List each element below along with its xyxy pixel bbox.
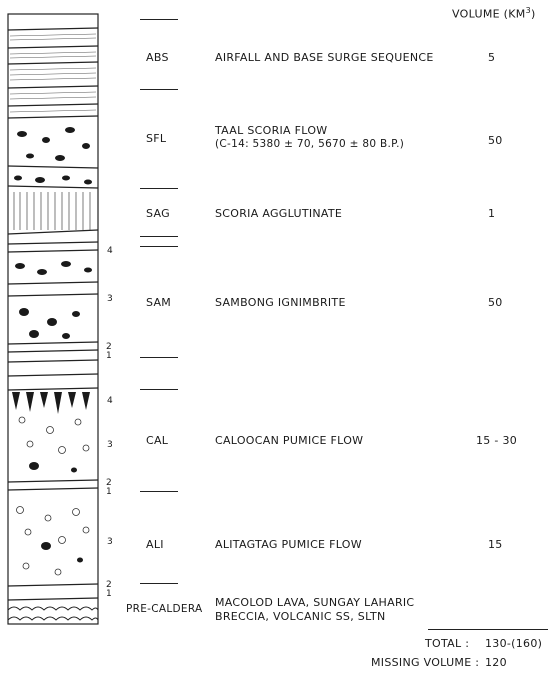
facies-label: 2 bbox=[106, 478, 113, 488]
unit-boundary bbox=[140, 188, 178, 189]
totals-rule bbox=[428, 629, 548, 630]
facies-label: 2 bbox=[106, 342, 113, 352]
unit-name: SCORIA AGGLUTINATE bbox=[215, 207, 343, 220]
unit-code: ABS bbox=[146, 51, 169, 64]
unit-name: CALOOCAN PUMICE FLOW bbox=[215, 434, 364, 447]
unit-name-detail: (C-14: 5380 ± 70, 5670 ± 80 B.P.) bbox=[215, 138, 405, 150]
facies-label: 4 bbox=[107, 246, 114, 256]
unit-volume: 15 bbox=[488, 538, 503, 551]
unit-boundary bbox=[140, 389, 178, 390]
unit-name: AIRFALL AND BASE SURGE SEQUENCE bbox=[215, 51, 434, 64]
unit-volume: 50 bbox=[488, 296, 503, 309]
unit-boundary bbox=[140, 583, 178, 584]
unit-boundary bbox=[140, 357, 178, 358]
facies-label: 4 bbox=[107, 396, 114, 406]
facies-label: 1 bbox=[106, 487, 113, 497]
unit-volume: 1 bbox=[488, 207, 496, 220]
facies-label: 3 bbox=[107, 294, 114, 304]
total-value: 130-(160) bbox=[485, 637, 543, 650]
missing-volume-label: MISSING VOLUME : bbox=[371, 656, 480, 669]
unit-volume: 5 bbox=[488, 51, 496, 64]
unit-code: SAM bbox=[146, 296, 172, 309]
unit-code: SFL bbox=[146, 132, 167, 145]
facies-label: 3 bbox=[107, 440, 114, 450]
unit-name-detail: BRECCIA, VOLCANIC SS, SLTN bbox=[215, 610, 386, 623]
unit-volume: 50 bbox=[488, 134, 503, 147]
unit-boundary bbox=[140, 246, 178, 247]
stratigraphic-column bbox=[0, 0, 113, 630]
unit-name: TAAL SCORIA FLOW bbox=[215, 124, 328, 137]
total-label: TOTAL : bbox=[425, 637, 470, 650]
missing-volume-value: 120 bbox=[485, 656, 507, 669]
unit-name: SAMBONG IGNIMBRITE bbox=[215, 296, 346, 309]
unit-name: MACOLOD LAVA, SUNGAY LAHARIC bbox=[215, 596, 415, 609]
facies-label: 3 bbox=[107, 537, 114, 547]
unit-name: ALITAGTAG PUMICE FLOW bbox=[215, 538, 362, 551]
unit-code: SAG bbox=[146, 207, 170, 220]
unit-code: CAL bbox=[146, 434, 169, 447]
unit-boundary bbox=[140, 89, 178, 90]
unit-code: ALI bbox=[146, 538, 164, 551]
unit-boundary bbox=[140, 491, 178, 492]
facies-label: 1 bbox=[106, 351, 113, 361]
unit-code: PRE-CALDERA bbox=[126, 603, 203, 615]
unit-volume: 15 - 30 bbox=[476, 434, 518, 447]
facies-label: 2 bbox=[106, 580, 113, 590]
facies-label: 1 bbox=[106, 589, 113, 599]
unit-boundary bbox=[140, 236, 178, 237]
volume-header: VOLUME $(KM^3)$ bbox=[452, 6, 536, 21]
unit-boundary bbox=[140, 19, 178, 20]
